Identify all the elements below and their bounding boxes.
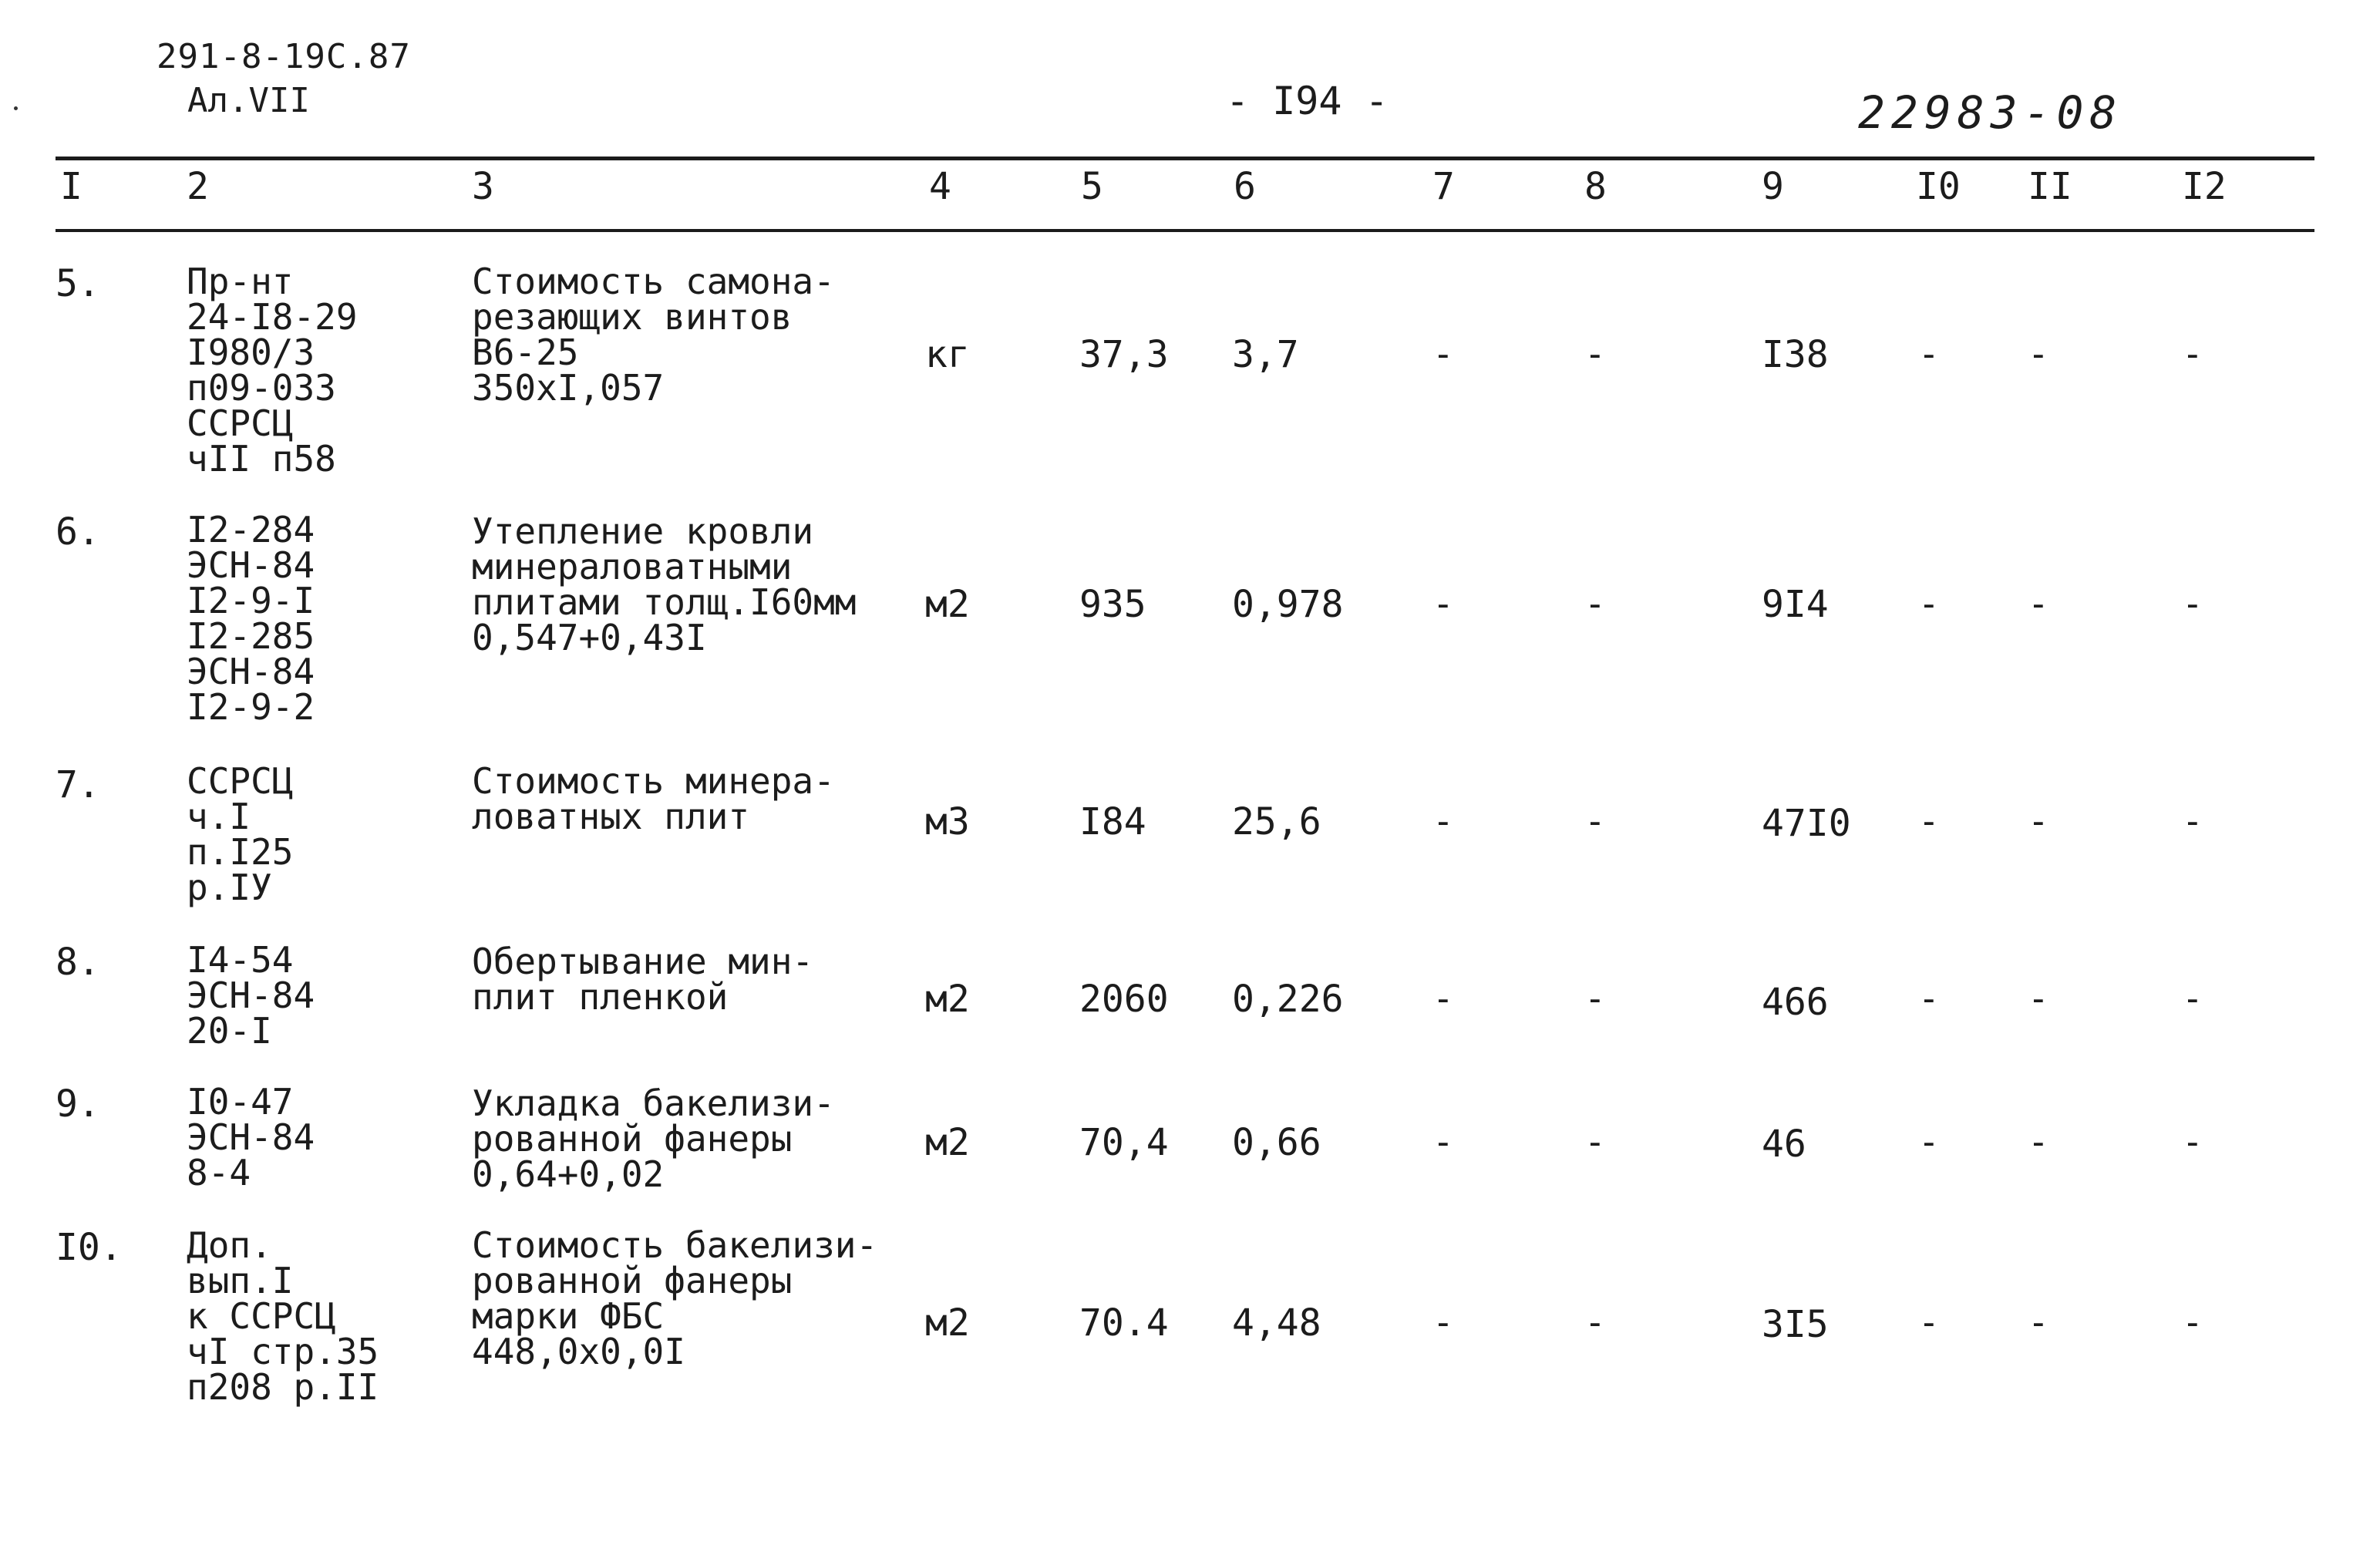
row-total: 9I4 xyxy=(1762,583,1829,626)
reference-line: 8-4 xyxy=(187,1152,251,1193)
reference-line: ЭСН-84 xyxy=(187,1116,315,1158)
reference-line: I2-9-I xyxy=(187,580,315,621)
reference-line: р.IУ xyxy=(187,867,272,908)
column-header-1: I xyxy=(60,165,82,208)
row-col8: - xyxy=(1584,333,1606,375)
row-col7: - xyxy=(1432,333,1454,375)
description-line: Обертывание мин- xyxy=(472,941,814,982)
row-number: 6. xyxy=(56,510,100,554)
column-header-7: 7 xyxy=(1432,165,1455,208)
row-col10: - xyxy=(1918,333,1940,375)
row-col11: - xyxy=(2028,583,2049,625)
row-col7: - xyxy=(1432,1121,1454,1163)
row-col12: - xyxy=(2182,333,2203,375)
row-total: 47I0 xyxy=(1762,802,1851,845)
reference-line: чI стр.35 xyxy=(187,1331,379,1372)
row-price: 0,978 xyxy=(1232,583,1344,626)
row-description xyxy=(472,941,814,1018)
row-unit: м3 xyxy=(925,800,970,843)
row-col10: - xyxy=(1918,978,1940,1019)
reference-line: I2-9-2 xyxy=(187,686,315,728)
description-line: 0,64+0,02 xyxy=(472,1153,665,1195)
table-top-rule xyxy=(56,157,2314,160)
row-description xyxy=(472,510,857,658)
column-header-4: 4 xyxy=(929,165,951,208)
description-line: резающих винтов xyxy=(472,296,793,338)
row-col12: - xyxy=(2182,800,2203,842)
row-price: 25,6 xyxy=(1232,800,1321,843)
column-header-2: 2 xyxy=(187,165,209,208)
row-col10: - xyxy=(1918,583,1940,625)
row-quantity: 2060 xyxy=(1079,978,1169,1021)
stamp-sheet: Ал.VII xyxy=(187,81,310,120)
row-col8: - xyxy=(1584,1121,1606,1163)
row-reference xyxy=(187,760,294,908)
row-description xyxy=(472,261,835,409)
row-price: 0,66 xyxy=(1232,1121,1321,1164)
row-col8: - xyxy=(1584,978,1606,1019)
reference-line: ЭСН-84 xyxy=(187,544,315,586)
column-header-11: II xyxy=(2028,165,2072,208)
row-price: 4,48 xyxy=(1232,1301,1321,1345)
description-line: плит пленкой xyxy=(472,976,729,1018)
row-description xyxy=(472,1082,835,1195)
row-col8: - xyxy=(1584,800,1606,842)
row-reference xyxy=(187,1081,315,1193)
row-reference xyxy=(187,1224,379,1408)
reference-line: п208 р.II xyxy=(187,1366,379,1408)
row-number: 7. xyxy=(56,763,100,806)
row-quantity: 935 xyxy=(1079,583,1146,626)
description-line: 448,0х0,0I xyxy=(472,1331,685,1372)
reference-line: ЭСН-84 xyxy=(187,975,315,1016)
row-col12: - xyxy=(2182,1121,2203,1163)
description-line: марки ФБС xyxy=(472,1295,665,1337)
description-line: ловатных плит xyxy=(472,796,750,837)
description-line: Утепление кровли xyxy=(472,510,814,552)
row-reference xyxy=(187,261,358,480)
reference-line: I2-284 xyxy=(187,509,315,550)
row-unit: м2 xyxy=(925,1301,970,1345)
row-total: 46 xyxy=(1762,1123,1806,1166)
row-quantity: 70.4 xyxy=(1079,1301,1169,1345)
description-line: Стоимость минера- xyxy=(472,760,835,802)
row-number: 9. xyxy=(56,1082,100,1126)
reference-line: I980/3 xyxy=(187,332,315,373)
row-col10: - xyxy=(1918,800,1940,842)
row-number: I0. xyxy=(56,1226,123,1269)
description-line: Стоимость бакелизи- xyxy=(472,1224,878,1266)
reference-line: чII п58 xyxy=(187,438,336,480)
description-line: рованной фанеры xyxy=(472,1118,793,1160)
reference-line: Доп. xyxy=(187,1224,272,1266)
column-header-12: I2 xyxy=(2182,165,2227,208)
column-header-10: I0 xyxy=(1916,165,1961,208)
description-line: 0,547+0,43I xyxy=(472,617,707,658)
row-unit: м2 xyxy=(925,1121,970,1164)
row-col8: - xyxy=(1584,1301,1606,1343)
row-col10: - xyxy=(1918,1121,1940,1163)
reference-line: 24-I8-29 xyxy=(187,296,358,338)
table-header-rule xyxy=(56,229,2314,232)
row-col11: - xyxy=(2028,333,2049,375)
margin-mark xyxy=(14,106,18,110)
row-col7: - xyxy=(1432,583,1454,625)
row-quantity: 37,3 xyxy=(1079,333,1169,376)
description-line: Укладка бакелизи- xyxy=(472,1082,835,1124)
row-col8: - xyxy=(1584,583,1606,625)
row-total: I38 xyxy=(1762,333,1829,376)
reference-line: Пр-нт xyxy=(187,261,294,302)
row-number: 8. xyxy=(56,941,100,984)
row-col7: - xyxy=(1432,800,1454,842)
row-number: 5. xyxy=(56,262,100,305)
description-line: Стоимость самона- xyxy=(472,261,835,302)
reference-line: п.I25 xyxy=(187,831,294,873)
reference-line: I2-285 xyxy=(187,615,315,657)
description-line: 350хI,057 xyxy=(472,367,665,409)
reference-line: п09-033 xyxy=(187,367,336,409)
description-line: В6-25 xyxy=(472,332,579,373)
row-col12: - xyxy=(2182,583,2203,625)
reference-line: ССРСЦ xyxy=(187,760,294,802)
row-reference xyxy=(187,509,315,728)
row-description xyxy=(472,1224,878,1372)
row-quantity: 70,4 xyxy=(1079,1121,1169,1164)
row-col11: - xyxy=(2028,978,2049,1019)
description-line: плитами толщ.I60мм xyxy=(472,581,857,623)
row-col11: - xyxy=(2028,1121,2049,1163)
row-total: 3I5 xyxy=(1762,1303,1829,1346)
description-line: минераловатными xyxy=(472,546,793,587)
row-col10: - xyxy=(1918,1301,1940,1343)
page-number: - I94 - xyxy=(1226,79,1389,123)
row-reference xyxy=(187,939,315,1052)
row-col11: - xyxy=(2028,800,2049,842)
reference-line: вып.I xyxy=(187,1260,294,1301)
row-unit: кг xyxy=(925,333,970,376)
document-number: 22983-08 xyxy=(1858,86,2123,139)
column-header-5: 5 xyxy=(1081,165,1103,208)
stamp-code: 291-8-19C.87 xyxy=(157,37,411,76)
row-col12: - xyxy=(2182,1301,2203,1343)
reference-line: I0-47 xyxy=(187,1081,294,1123)
row-col11: - xyxy=(2028,1301,2049,1343)
row-unit: м2 xyxy=(925,583,970,626)
reference-line: ССРСЦ xyxy=(187,402,294,444)
reference-line: I4-54 xyxy=(187,939,294,981)
row-total: 466 xyxy=(1762,981,1829,1024)
row-description xyxy=(472,760,835,837)
column-header-6: 6 xyxy=(1234,165,1256,208)
row-col7: - xyxy=(1432,1301,1454,1343)
column-header-3: 3 xyxy=(472,165,494,208)
row-price: 0,226 xyxy=(1232,978,1344,1021)
reference-line: к ССРСЦ xyxy=(187,1295,336,1337)
column-header-8: 8 xyxy=(1584,165,1607,208)
row-unit: м2 xyxy=(925,978,970,1021)
column-header-9: 9 xyxy=(1762,165,1784,208)
row-col7: - xyxy=(1432,978,1454,1019)
reference-line: ч.I xyxy=(187,796,251,837)
row-quantity: I84 xyxy=(1079,800,1146,843)
reference-line: ЭСН-84 xyxy=(187,651,315,692)
reference-line: 20-I xyxy=(187,1010,272,1052)
row-col12: - xyxy=(2182,978,2203,1019)
row-price: 3,7 xyxy=(1232,333,1299,376)
description-line: рованной фанеры xyxy=(472,1260,793,1301)
